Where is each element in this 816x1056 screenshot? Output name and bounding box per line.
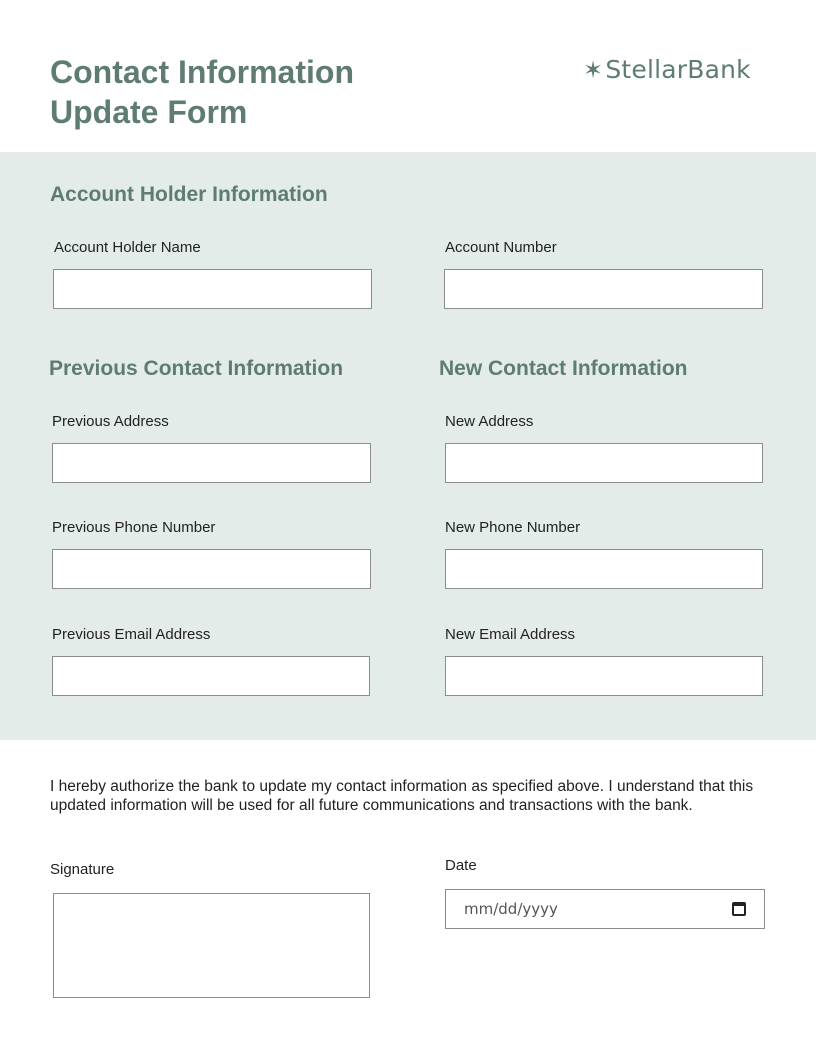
new-email-label: New Email Address [445,626,576,643]
signature-label: Signature [50,861,115,878]
previous-address-input[interactable] [52,443,371,483]
date-input[interactable] [445,889,765,929]
new-address-label: New Address [445,413,534,430]
new-phone-label: New Phone Number [445,519,581,536]
previous-email-input[interactable] [52,656,370,696]
authorization-text: I hereby authorize the bank to update my contact information as specified above. I understand that this updated information will be used for all future communications and transactions with the bank. [50,778,754,814]
previous-email-label: Previous Email Address [52,626,211,643]
previous-section-heading: Previous Contact Information [49,357,344,380]
brand-name: StellarBank [605,55,751,84]
account-holder-name-label: Account Holder Name [54,239,201,256]
brand-logo [583,55,751,84]
calendar-icon[interactable] [732,902,746,916]
previous-address-label: Previous Address [52,413,169,430]
new-email-input[interactable] [445,656,763,696]
account-number-label: Account Number [445,239,557,256]
page-title: Contact Information Update Form [50,54,354,130]
previous-phone-label: Previous Phone Number [52,519,216,536]
star-icon: ✶ [583,55,604,84]
previous-phone-input[interactable] [52,549,371,589]
new-address-input[interactable] [445,443,763,483]
date-label: Date [445,857,477,874]
new-phone-input[interactable] [445,549,763,589]
date-placeholder: mm/dd/yyyy [464,900,558,918]
new-section-heading: New Contact Information [439,357,688,380]
account-section-heading: Account Holder Information [50,183,328,206]
account-number-input[interactable] [444,269,763,309]
account-holder-name-input[interactable] [53,269,372,309]
signature-box[interactable] [53,893,370,998]
